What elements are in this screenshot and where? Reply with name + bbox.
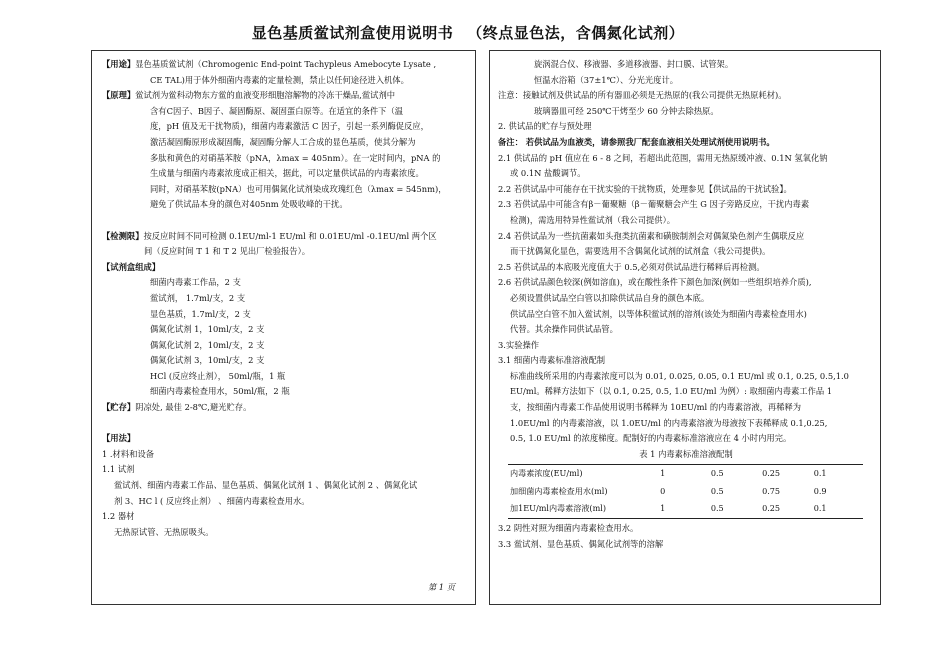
table-cell: 0.75 — [762, 485, 781, 496]
table-row-label: 加细菌内毒素检查用水(ml) — [510, 485, 608, 496]
method-heading-1: 1 .材料和设备 — [102, 448, 155, 459]
storage-text: 阴凉处, 最佳 2-8℃,避光贮存。 — [135, 402, 252, 413]
principle-line: 鲎试剂为鲎科动物东方鲎的血液变形细胞溶解物的冷冻干燥品,鲎试剂中 — [135, 90, 396, 101]
table-row — [508, 500, 863, 518]
equipment-line-cont: 旋涡混合仪、移液器、多道移液器、封口膜、试管架。 — [534, 59, 734, 69]
page-number: 第 1 页 — [427, 582, 455, 593]
principle-line: 生成量与细菌内毒素浓度成正相关，据此，可以定量供试品的内毒素浓度。 — [150, 168, 424, 179]
item-2-4: 2.4 若供试品为一些抗菌素如头孢类抗菌素和磺胺制剂会对偶氮染色剂产生偶联反应 — [498, 230, 805, 241]
table-cell: 0.5 — [710, 485, 724, 496]
item-3-2: 3.2 阴性对照为细菌内毒素检查用水。 — [498, 522, 639, 533]
detection-line-1: 按反应时间不同可检测 0.1EU/ml-1 EU/ml 和 0.01EU/ml -0.1EU/ml 两个区 — [143, 230, 437, 241]
method-heading-1-1: 1.1 试剂 — [102, 464, 135, 475]
title-main: 显色基质鲎试剂盒使用说明书 — [251, 24, 454, 42]
item-3-1-text: 0.5, 1.0 EU/ml 的浓度梯度。配制好的内毒素标准溶液应在 4 小时内用完。 — [510, 433, 792, 444]
section-3-heading: 3.实验操作 — [498, 339, 540, 350]
principle-line: 度，pH 值及无干扰物质)，细菌内毒素激活 C 因子，引起一系列酶促反应， — [150, 121, 429, 132]
kit-item: HCl (反应终止剂）， 50ml/瓶，1 瓶 — [150, 370, 286, 381]
table-row-label: 内毒素浓度(EU/ml) — [508, 465, 658, 483]
note-line-2: 玻璃器皿可经 250℃干烤至少 60 分钟去除热原。 — [534, 105, 719, 116]
usage-label: 【用途】 — [102, 59, 136, 69]
principle-line: 避免了供试品本身的颜色对405nm 处吸收峰的干扰。 — [150, 199, 348, 210]
table-cell: 1 — [658, 500, 709, 518]
reagents-line-1: 鲎试剂、细菌内毒素工作品、显色基质、偶氮化试剂 1 、偶氮化试剂 2 、偶氮化试 — [114, 480, 418, 491]
item-2-1: 2.1 供试品的 pH 值应在 6 - 8 之间，若超出此范围，需用无热原缓冲液、0.1N 氢氧化钠 — [498, 152, 828, 163]
item-3-1-text: 1.0EU/ml 的内毒素溶液，以 1.0EU/ml 的内毒素溶液为母液按下表稀释成 0.1,0.25, — [510, 417, 828, 428]
right-page — [489, 50, 881, 605]
item-2-2: 2.2 若供试品中可能存在干扰实验的干扰物质，处理参见【供试品的干扰试验】。 — [498, 183, 792, 194]
document-title — [0, 22, 936, 43]
item-3-1-text: 标准曲线所采用的内毒素浓度可以为 0.01, 0.025, 0.05, 0.1 EU/ml 或 0.1, 0.25, 0.5,1.0 — [510, 370, 849, 381]
standard-solution-table — [508, 464, 863, 519]
kit-item: 鲎试剂， 1.7ml/支，2 支 — [150, 292, 246, 303]
storage-section — [102, 400, 467, 416]
kit-item: 偶氮化试剂 1，10ml/支，2 支 — [150, 324, 265, 335]
remark-line: 备注： 若供试品为血液类，请参照我厂配套血液相关处理试剂使用说明书。 — [498, 136, 775, 147]
table-row — [508, 465, 863, 483]
principle-line: 含有C因子、B因子、凝固酶原、凝固蛋白原等。在适宜的条件下（温 — [150, 105, 404, 116]
note-line-1: 注意：接触试剂及供试品的所有器皿必须是无热原的(我公司提供无热原耗材)。 — [498, 90, 787, 101]
detection-line-2: 间（反应时间 T 1 和 T 2 见出厂检验报告）。 — [144, 246, 311, 257]
item-2-6: 2.6 若供试品颜色较深(例如溶血)，或在酸性条件下颜色加深(例如一些组织培养介质), — [498, 277, 812, 288]
item-2-3: 2.3 若供试品中可能含有β－葡聚糖（β－葡聚糖会产生 G 因子旁路反应，干扰内毒素 — [498, 199, 810, 210]
table-cell: 0 — [660, 485, 666, 496]
method-heading-1-2: 1.2 器材 — [102, 511, 135, 522]
kit-item: 显色基质，1.7ml/支，2 支 — [150, 308, 251, 319]
kit-item: 细菌内毒素工作品，2 支 — [150, 277, 241, 288]
table-row — [508, 483, 863, 501]
kit-item: 偶氮化试剂 3，10ml/支，2 支 — [150, 355, 265, 366]
reagents-line-2: 剂 3、HC l ( 反应终止剂） 、细菌内毒素检查用水。 — [114, 495, 310, 506]
table-row-label: 加1EU/ml内毒素溶液(ml) — [508, 500, 658, 518]
table-cell: 0.1 — [812, 500, 863, 518]
principle-section — [102, 88, 467, 104]
item-2-6-cont: 代替。其余操作同供试品管。 — [510, 324, 618, 335]
equipment-line: 无热原试管、无热原吸头。 — [114, 526, 214, 537]
table-cell: 0.25 — [760, 465, 812, 483]
item-2-6-cont: 供试品空白管不加入鲎试剂，以等体积鲎试剂的溶剂(该处为细菌内毒素检查用水) — [510, 308, 807, 319]
detection-section — [102, 229, 467, 245]
kit-item: 细菌内毒素检查用水，50ml/瓶，2 瓶 — [150, 386, 290, 397]
principle-line: 同时，对硝基苯胺(pNA）也可用偶氮化试剂染成玫瑰红色（λmax = 545nm)， — [150, 183, 447, 194]
equipment-line-cont: 恒温水浴箱（37±1℃）、分光光度计。 — [534, 74, 679, 85]
table-cell: 0.5 — [709, 465, 760, 483]
item-3-1-text: 支，按细菌内毒素工作品使用说明书稀释为 10EU/ml 的内毒素溶液，再稀释为 — [510, 402, 802, 413]
item-2-1-cont: 或 0.1N 盐酸调节。 — [510, 168, 586, 179]
table-cell: 0.5 — [709, 500, 760, 518]
principle-line: 激活凝固酶原形成凝固酶，凝固酶分解人工合成的显色基质，使其分解为 — [150, 136, 416, 147]
kit-label: 【试剂盒组成】 — [102, 261, 161, 272]
principle-label: 【原理】 — [102, 90, 136, 101]
principle-line: 多肽和黄色的对硝基苯胺（pNA，λmax = 405nm）。在一定时间内，pNA 的 — [150, 152, 441, 163]
item-3-1-text: EU/ml。稀释方法如下（以 0.1, 0.25, 0.5, 1.0 EU/ml 为例）: 取细菌内毒素工作品 1 — [510, 386, 833, 397]
table-caption: 表 1 内毒素标准溶液配制 — [639, 448, 733, 459]
usage-section — [102, 57, 467, 73]
item-2-3-cont: 检测)，需选用特异性鲎试剂（我公司提供）。 — [510, 214, 676, 225]
item-3-3: 3.3 鲎试剂、显色基质、偶氮化试剂等的溶解 — [498, 538, 664, 549]
item-2-6-cont: 必须设置供试品空白管以扣除供试品自身的颜色本底。 — [510, 292, 710, 303]
usage-line-2: CE TAL)用于体外细菌内毒素的定量检测，禁止以任何途径进入机体。 — [150, 74, 409, 85]
item-2-5: 2.5 若供试品的本底吸光度值大于 0.5,必须对供试品进行稀释后再检测。 — [498, 261, 765, 272]
table-cell: 1 — [658, 465, 709, 483]
method-label: 【用法】 — [102, 433, 136, 444]
table-cell: 0.9 — [813, 485, 827, 496]
table-cell: 0.1 — [812, 465, 863, 483]
left-page — [91, 50, 476, 605]
item-2-4-cont: 而干扰偶氮化显色，需要选用不含偶氮化试剂的试剂盒（我公司提供)。 — [510, 246, 771, 257]
table-cell: 0.25 — [760, 500, 812, 518]
detection-label: 【检测限】 — [102, 230, 144, 241]
section-2-heading: 2. 供试品的贮存与预处理 — [498, 121, 592, 132]
item-3-1: 3.1 细菌内毒素标准溶液配制 — [498, 355, 606, 366]
kit-item: 偶氮化试剂 2，10ml/支，2 支 — [150, 339, 265, 350]
title-subtitle: （终点显色法，含偶氮化试剂） — [467, 24, 685, 42]
usage-line-1: 显色基质鲎试剂（Chromogenic End-point Tachypleus Amebocyte Lysate , — [135, 59, 437, 69]
storage-label: 【贮存】 — [102, 402, 136, 413]
